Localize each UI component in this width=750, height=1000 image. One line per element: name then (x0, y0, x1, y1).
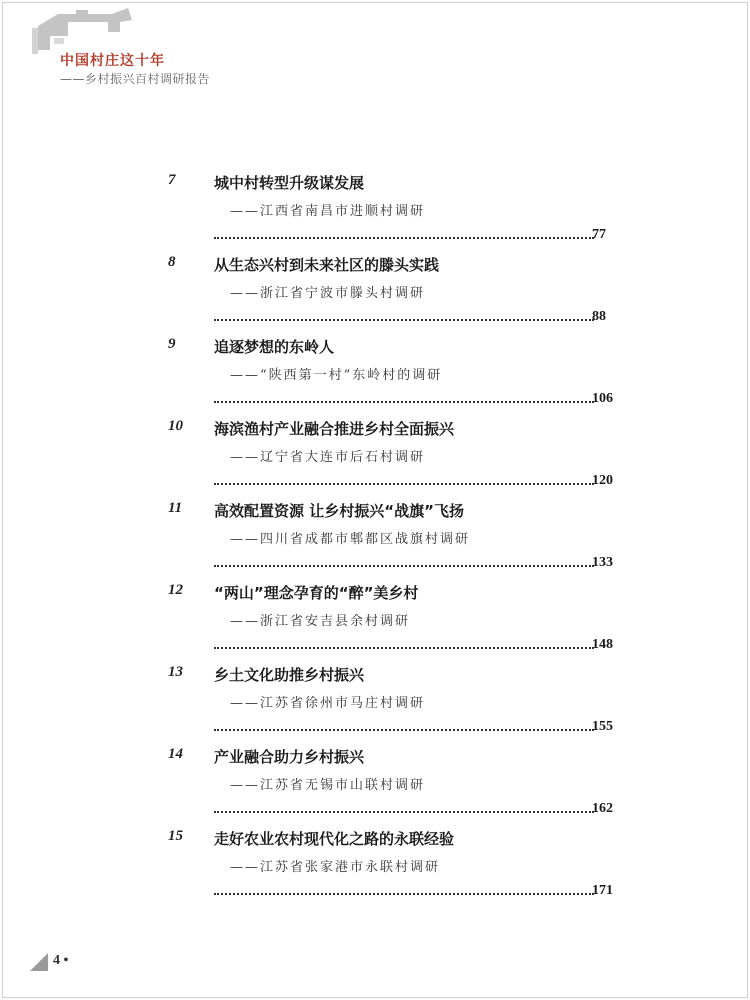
toc-entry[interactable] (0, 252, 750, 334)
folio-triangle-icon (30, 953, 48, 971)
dot-leader (214, 811, 594, 813)
dot-leader (214, 565, 594, 567)
entry-page-number: 162 (592, 801, 613, 816)
entry-number: 14 (168, 746, 183, 762)
entry-title: 高效配置资源 让乡村振兴“战旗”飞扬 (214, 502, 464, 520)
book-title: 中国村庄这十年 (60, 53, 165, 69)
book-subtitle: ——乡村振兴百村调研报告 (60, 72, 211, 86)
entry-subtitle: ——浙江省宁波市滕头村调研 (230, 286, 426, 301)
toc-entry[interactable] (0, 334, 750, 416)
entry-title: 从生态兴村到未来社区的滕头实践 (214, 256, 440, 274)
entry-page-number: 171 (592, 883, 613, 898)
dot-leader (214, 237, 594, 239)
entry-title: 海滨渔村产业融合推进乡村全面振兴 (214, 420, 455, 438)
dot-leader (214, 483, 594, 485)
entry-title: 走好农业农村现代化之路的永联经验 (214, 830, 455, 848)
entry-page-number: 77 (592, 227, 606, 242)
dot-leader (214, 729, 594, 731)
dot-leader (214, 893, 594, 895)
entry-number: 8 (168, 254, 176, 270)
dot-leader (214, 401, 594, 403)
entry-number: 7 (168, 172, 176, 188)
toc-entry[interactable] (0, 580, 750, 662)
entry-title: 城中村转型升级谋发展 (214, 174, 365, 192)
entry-number: 15 (168, 828, 183, 844)
entry-title: 追逐梦想的东岭人 (214, 338, 335, 356)
entry-title: 乡土文化助推乡村振兴 (214, 666, 365, 684)
entry-subtitle: ——浙江省安吉县余村调研 (230, 614, 411, 629)
folio-mark: • (63, 953, 69, 968)
entry-page-number: 148 (592, 637, 613, 652)
toc-entry[interactable] (0, 498, 750, 580)
dot-leader (214, 319, 594, 321)
toc-entry[interactable] (0, 170, 750, 252)
entry-number: 9 (168, 336, 176, 352)
page-folio (53, 953, 68, 969)
folio-number: 4 (53, 953, 60, 968)
entry-page-number: 88 (592, 309, 606, 324)
entry-title: “两山”理念孕育的“醉”美乡村 (214, 584, 419, 602)
entry-number: 12 (168, 582, 183, 598)
dot-leader (214, 647, 594, 649)
entry-subtitle: ——辽宁省大连市后石村调研 (230, 450, 426, 465)
entry-title: 产业融合助力乡村振兴 (214, 748, 365, 766)
entry-number: 11 (168, 500, 183, 516)
entry-subtitle: ——江苏省张家港市永联村调研 (230, 860, 441, 875)
entry-subtitle: ——江苏省无锡市山联村调研 (230, 778, 426, 793)
entry-page-number: 120 (592, 473, 613, 488)
entry-number: 10 (168, 418, 183, 434)
entry-subtitle: ——“陕西第一村”东岭村的调研 (230, 368, 443, 383)
toc-entry[interactable] (0, 662, 750, 744)
entry-subtitle: ——江西省南昌市进顺村调研 (230, 204, 426, 219)
toc-entry[interactable] (0, 826, 750, 908)
entry-number: 13 (168, 664, 183, 680)
entry-page-number: 106 (592, 391, 613, 406)
entry-page-number: 133 (592, 555, 613, 570)
entry-page-number: 155 (592, 719, 613, 734)
entry-subtitle: ——江苏省徐州市马庄村调研 (230, 696, 426, 711)
entry-subtitle: ——四川省成都市郫都区战旗村调研 (230, 532, 471, 547)
toc-entry[interactable] (0, 744, 750, 826)
toc-entry[interactable] (0, 416, 750, 498)
